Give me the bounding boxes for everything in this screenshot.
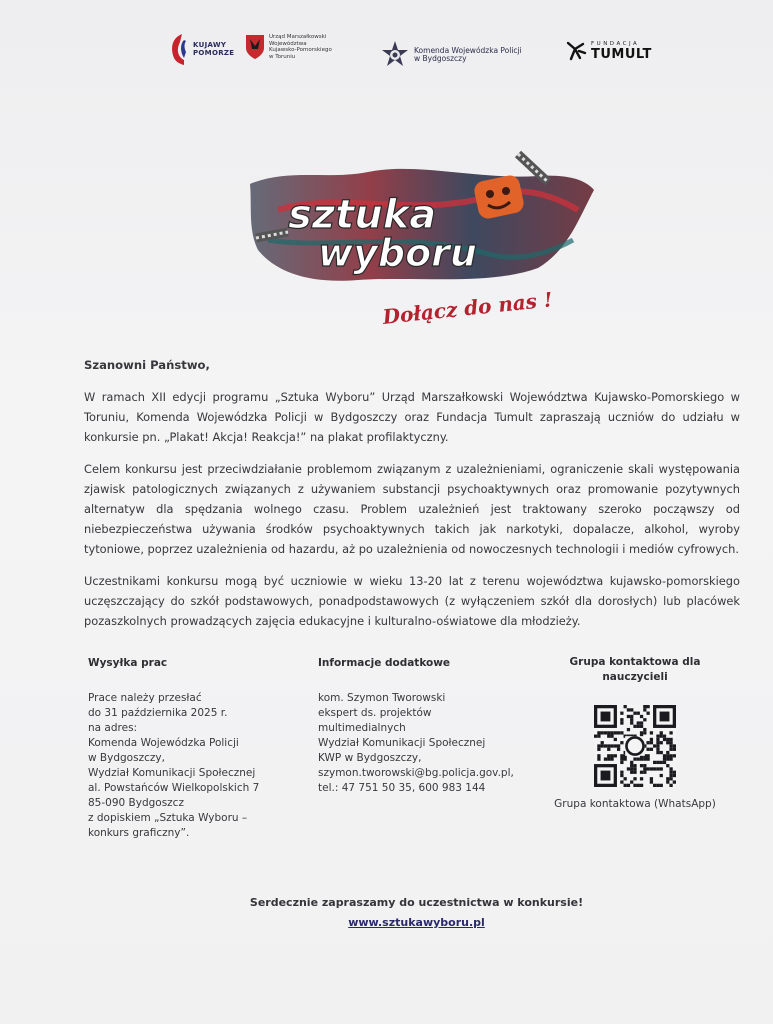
shipping-line: Wydział Komunikacji Społecznej [88, 767, 256, 779]
shipping-line: w Bydgoszczy, [88, 752, 165, 764]
contact-section [540, 655, 730, 812]
logo-word-sztuka: sztuka [288, 192, 437, 238]
info-line: multimedialnych [318, 722, 406, 734]
kujawy-pomorze-logo [168, 32, 234, 66]
paragraph-goal: Celem konkursu jest przeciwdziałanie problemom związanym z uzależnieniami, ograniczenie skali występowania zjawisk patologicznych związanych z używaniem substancji psychoaktywnych oraz promowanie pozytywnych alternatyw dla spędzania wolnego czasu. Problem uzależnień jest traktowany szeroko począwszy od niebezpieczeństwa używania środków psychoaktywnych takich jak narkotyki, dopalacze, alkohol, wyroby tytoniowe, poprzez uzależnienia od hazardu, aż po uzależnienia od nowoczesnych technologii i mediów cyfrowych. [84, 462, 740, 556]
shipping-section [88, 656, 298, 841]
website-link[interactable]: www.sztukawyboru.pl [348, 916, 485, 929]
closing-invite: Serdecznie zapraszamy do uczestnictwa w konkursie! [249, 896, 584, 909]
shipping-heading: Wysyłka prac [88, 657, 168, 669]
salutation: Szanowni Państwo, [84, 358, 210, 372]
tumult-label: FUNDACJA TUMULT [591, 41, 652, 62]
qr-caption: Grupa kontaktowa (WhatsApp) [554, 798, 716, 810]
sponsors-bar [0, 28, 773, 78]
paragraph-intro: W ramach XII edycji programu „Sztuka Wyboru” Urząd Marszałkowski Województwa Kujawsko-Pomorskiego w Toruniu, Komenda Wojewódzka Policji w Bydgoszczy oraz Fundacja Tumult zapraszają uczniów do udziału w konkursie pn. „Plakat! Akcja! Reakcja!” na plakat profilaktyczny. [84, 390, 740, 444]
info-line: KWP w Bydgoszczy, [318, 752, 422, 764]
info-email[interactable]: szymon.tworowski@bg.policja.gov.pl, [318, 767, 514, 779]
whatsapp-qr-code-icon[interactable] [594, 705, 676, 787]
shipping-line: do 31 października 2025 r. [88, 707, 228, 719]
policja-label: Komenda Wojewódzka Policji w Bydgoszczy [414, 45, 522, 63]
logo-word-wyboru: wyboru [318, 231, 477, 275]
logo-tagline: Dołącz do nas ! [381, 287, 554, 329]
shipping-line: Komenda Wojewódzka Policji [88, 737, 239, 749]
kujawy-pomorze-mark-icon [168, 32, 190, 66]
letter-body [84, 355, 740, 643]
info-section [318, 656, 533, 796]
tumult-figure-icon [565, 40, 587, 62]
paragraph-participants: Uczestnikami konkursu mogą być uczniowie w wieku 13-20 lat z terenu województwa kujawsko-pomorskiego uczęszczający do szkół podstawowych, ponadpodstawowych (z wyłączeniem szkół dla dorosłych) lub placówek pozaszkolnych prowadzących zajęcia edukacyjne i kulturalno-oświatowe dla młodzieży. [84, 574, 740, 628]
info-line: ekspert ds. projektów [318, 707, 432, 719]
info-line: Wydział Komunikacji Społecznej [318, 737, 486, 749]
urzad-marszalkowski-label: Urząd Marszałkowski Województwa Kujawsko-Pomorskiego w Toruniu [269, 34, 332, 60]
kujawy-pomorze-label: KUJAWY POMORZE [193, 41, 235, 57]
police-star-icon [380, 40, 410, 70]
closing-section [0, 893, 773, 933]
shipping-line: z dopiskiem „Sztuka Wyboru – [88, 812, 248, 824]
shipping-line: al. Powstańców Wielkopolskich 7 [88, 782, 260, 794]
contact-heading: Grupa kontaktowa dla nauczycieli [569, 656, 701, 683]
shipping-line: konkurs graficzny”. [88, 827, 190, 839]
sztuka-wyboru-logo [248, 150, 596, 330]
policja-logo [380, 40, 522, 70]
urzad-marszalkowski-logo [245, 34, 332, 60]
shipping-line: na adres: [88, 722, 138, 734]
coat-of-arms-icon [245, 34, 265, 60]
tumult-logo [565, 40, 652, 62]
shipping-line: 85-090 Bydgoszcz [88, 797, 184, 809]
info-line: kom. Szymon Tworowski [318, 692, 446, 704]
info-heading: Informacje dodatkowe [318, 657, 451, 669]
info-phone[interactable]: tel.: 47 751 50 35, 600 983 144 [318, 782, 486, 794]
shipping-line: Prace należy przesłać [88, 692, 202, 704]
